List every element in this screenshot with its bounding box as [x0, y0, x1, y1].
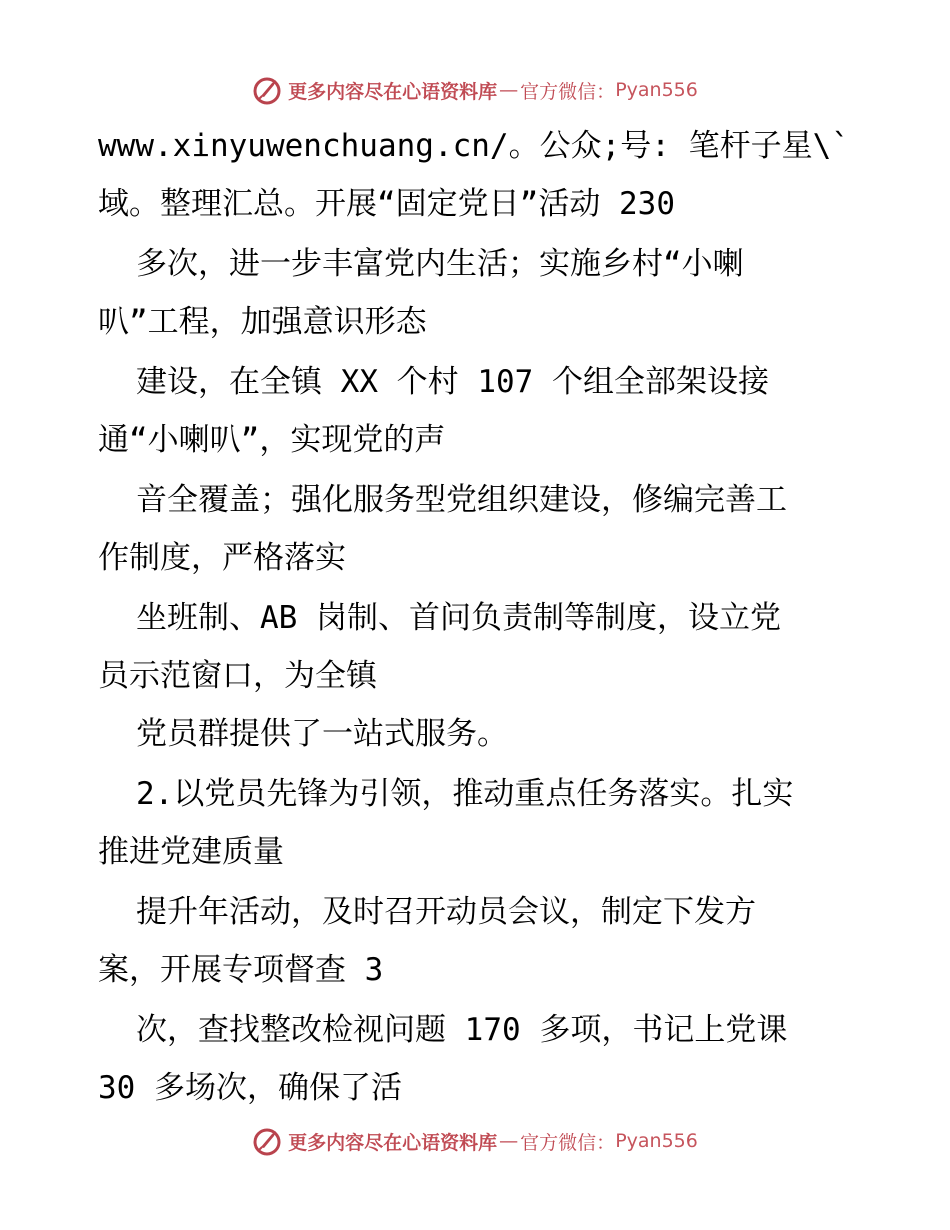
text-line: www.xinyuwenchuang.cn/。公众;号: 笔杆子星\`: [98, 128, 850, 164]
text-line: 域。整理汇总。开展“固定党日”活动 230: [98, 186, 675, 222]
watermark-dash: —: [499, 1130, 519, 1152]
text-line: 作制度，严格落实: [98, 540, 346, 576]
watermark-dash: —: [499, 79, 519, 101]
text-line: 员示范窗口，为全镇: [98, 658, 377, 694]
watermark-main-text: 更多内容尽在心语资料库: [288, 1131, 498, 1154]
watermark-label: 官方微信：: [520, 1131, 616, 1154]
text-line: 坐班制、AB 岗制、首问负责制等制度，设立党: [136, 600, 781, 636]
text-line: 通“小喇叭”，实现党的声: [98, 422, 446, 458]
watermark-main-text: 更多内容尽在心语资料库: [288, 80, 498, 103]
text-line: 多次，进一步丰富党内生活；实施乡村“小喇: [136, 246, 744, 282]
text-line: 30 多场次，确保了活: [98, 1070, 402, 1106]
quill-logo-icon: [252, 74, 284, 106]
text-line: 推进党建质量: [98, 834, 284, 870]
text-line: 次，查找整改检视问题 170 多项，书记上党课: [136, 1012, 788, 1048]
text-line: 建设，在全镇 XX 个村 107 个组全部架设接: [136, 364, 769, 400]
text-line: 案，开展专项督查 3: [98, 952, 384, 988]
text-line: 音全覆盖；强化服务型党组织建设，修编完善工: [136, 482, 787, 518]
watermark-wechat-id: Pyan556: [615, 79, 698, 101]
text-line: 叭”工程，加强意识形态: [98, 304, 427, 340]
quill-logo-icon: [252, 1125, 284, 1157]
header-watermark: [0, 74, 950, 106]
footer-watermark: [0, 1125, 950, 1157]
text-line: 党员群提供了一站式服务。: [136, 716, 508, 752]
watermark-label: 官方微信：: [520, 80, 616, 103]
text-line: 2.以党员先锋为引领，推动重点任务落实。扎实: [136, 776, 794, 812]
watermark-wechat-id: Pyan556: [615, 1130, 698, 1152]
text-line: 提升年活动，及时召开动员会议，制定下发方: [136, 894, 756, 930]
